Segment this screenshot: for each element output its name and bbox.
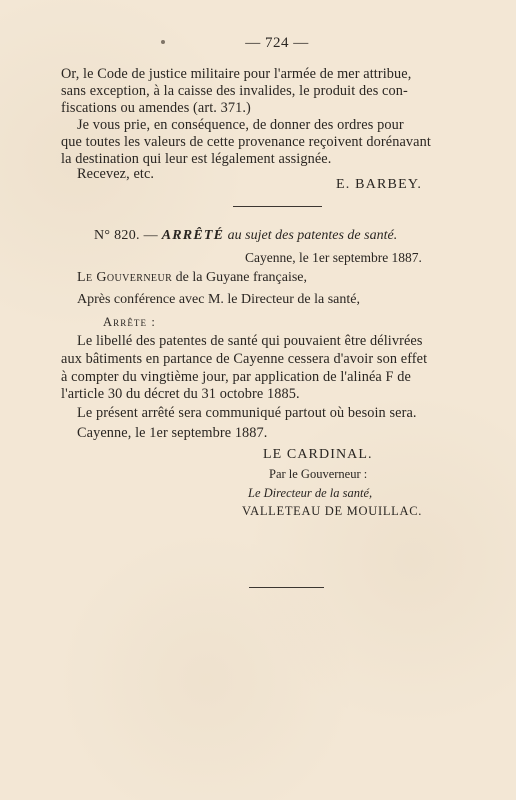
end-divider xyxy=(249,587,324,588)
paragraph-line: fiscations ou amendes (art. 371.) xyxy=(61,100,251,116)
paragraph-line: sans exception, à la caisse des invalides, le produit des con- xyxy=(61,83,408,99)
paragraph-line: la destination qui leur est légalement assignée. xyxy=(61,151,332,167)
page-number: — 724 — xyxy=(245,35,309,51)
decree-title-rest: au sujet des patentes de santé. xyxy=(224,228,398,243)
signature-role: Le Directeur de la santé, xyxy=(248,486,373,500)
page-mark xyxy=(161,40,165,44)
signature: E. BARBEY. xyxy=(336,177,423,192)
governor-line xyxy=(77,270,307,286)
decree-date: Cayenne, le 1er septembre 1887. xyxy=(245,250,422,265)
paragraph-line: que toutes les valeurs de cette provenance reçoivent dorénavant xyxy=(61,134,431,150)
paragraph-line: Or, le Code de justice militaire pour l'armée de mer attribue, xyxy=(61,66,412,82)
decree-line: Cayenne, le 1er septembre 1887. xyxy=(77,425,268,441)
decree-line: Le présent arrêté sera communiqué partout où besoin sera. xyxy=(77,405,417,421)
decree-title-main: ARRÊTÉ xyxy=(161,228,225,243)
decree-line: aux bâtiments en partance de Cayenne cessera d'avoir son effet xyxy=(61,351,428,367)
decree-number: N° 820. — xyxy=(94,228,162,243)
signature-name: LE CARDINAL. xyxy=(263,447,373,462)
governor-suffix: de la Guyane française, xyxy=(172,270,308,285)
signature-subtitle: Par le Gouverneur : xyxy=(269,467,368,481)
decree-line: l'article 30 du décret du 31 octobre 1885. xyxy=(61,386,300,402)
decree-title xyxy=(94,228,397,244)
paragraph-line: Je vous prie, en conséquence, de donner des ordres pour xyxy=(77,117,404,133)
signature-person: VALLETEAU DE MOUILLAC. xyxy=(242,504,423,518)
governor-prefix: Le Gouverneur xyxy=(77,270,173,285)
decree-line: Le libellé des patentes de santé qui pouvaient être délivrées xyxy=(77,333,423,349)
section-divider xyxy=(233,206,322,207)
arrete-label: Arrête : xyxy=(103,315,156,329)
decree-line: à compter du vingtième jour, par application de l'alinéa F de xyxy=(61,369,411,385)
consultation-line: Après conférence avec M. le Directeur de la santé, xyxy=(77,292,360,307)
closing-line: Recevez, etc. xyxy=(77,166,155,182)
